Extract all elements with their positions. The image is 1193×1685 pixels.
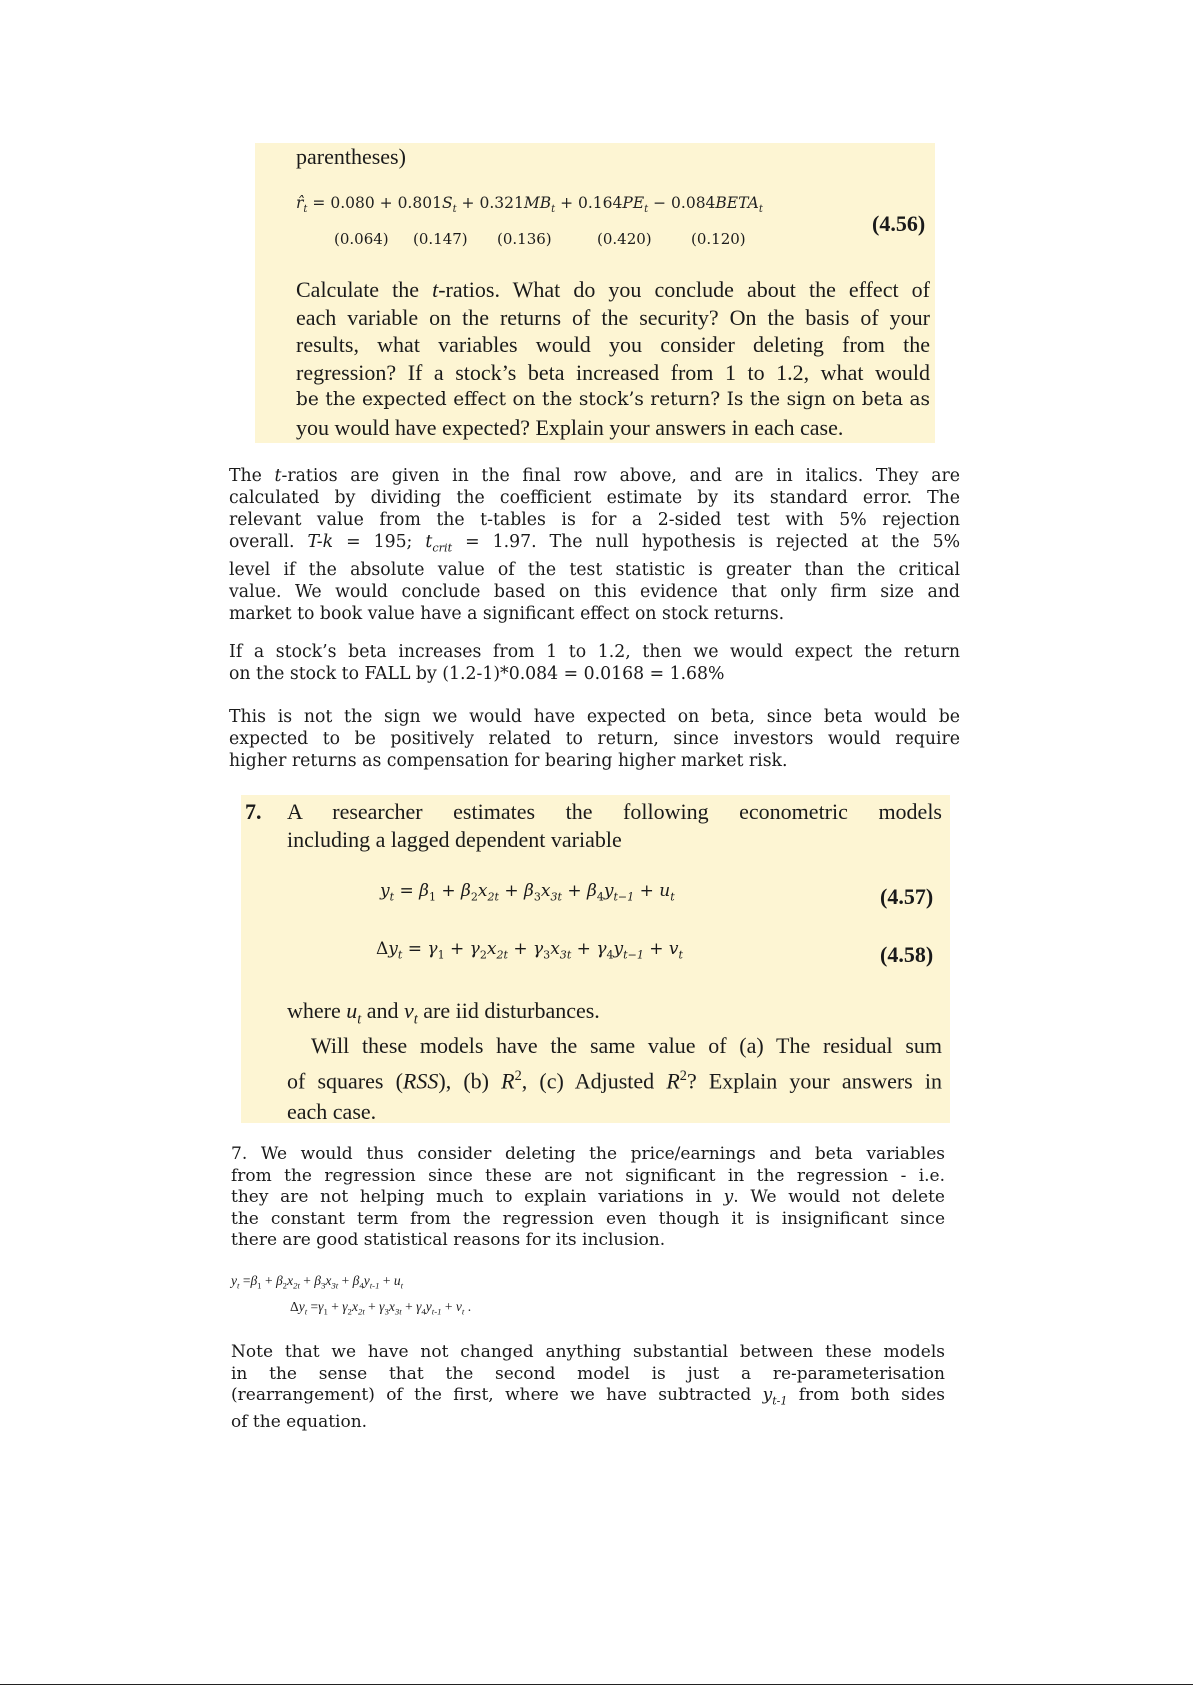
se-beta: (0.120): [691, 230, 746, 248]
box1-question-line: each variable on the returns of the security? On the basis of your: [296, 304, 930, 330]
answer-line: market to book value have a significant effect on stock returns.: [229, 604, 785, 625]
answer-beta-sign: [229, 706, 960, 772]
box2-question: [287, 1030, 942, 1127]
equation-number-4-57: (4.57): [880, 884, 934, 909]
answer-line: the constant term from the regression even though it is insignificant since: [231, 1208, 945, 1229]
se-mb: (0.136): [497, 230, 552, 248]
answer-line: there are good statistical reasons for its inclusion.: [231, 1230, 666, 1250]
regression-equation-4-56: $r̂_t = 0.080 + 0.801S_t + 0.321MB_t + 0.164PE_t$ − $0.084BETA_t$: [296, 194, 763, 216]
where-clause: where $u_t$ and $v_t$ are iid disturbances.: [287, 998, 600, 1028]
answer-line: value. We would conclude based on this evidence that only firm size and: [229, 582, 960, 603]
box2-question-line: each case.: [287, 1099, 377, 1125]
box1-question-line: you would have expected? Explain your answers in each case.: [296, 414, 844, 440]
box2-intro-line: A researcher estimates the following econometric models: [287, 799, 942, 824]
small-equation-1: $y_t =\beta_1 + \beta_2x_{2t} + \beta_3x_{3t} + \beta_4y_{t-1} + u_t$: [231, 1273, 404, 1291]
box1-question-line: Calculate the t-ratios. What do you conclude about the effect of: [296, 277, 930, 302]
se-constant: (0.064): [334, 230, 389, 248]
box2-intro: [287, 798, 942, 853]
box2-question-line: of squares (RSS), (b) $R^2$, (c) Adjusted $R^2$? Explain your answers in: [287, 1068, 942, 1094]
answer-t-ratios: [229, 465, 960, 625]
answer-line: expected to be positively related to return, since investors would require: [229, 729, 960, 749]
answer-line: overall. T-k = 195; $t_{crit} = 1.97$. The null hypothesis is rejected at the 5%: [229, 532, 960, 555]
equation-4-57: $y_t = \beta_1 + \beta_2x_{2t} + \beta_3x_{3t} + \beta_4y_{t-1} + u_t$: [380, 881, 675, 904]
box1-heading: parentheses): [296, 144, 406, 169]
box1-question-line: be the expected effect on the stock’s return? Is the sign on beta as: [296, 389, 930, 410]
answer-line: If a stock’s beta increases from 1 to 1.2, then we would expect the return: [229, 642, 960, 662]
answer-line: of the equation.: [231, 1411, 368, 1432]
box2-question-line: Will these models have the same value of (a) The residual sum: [311, 1033, 942, 1058]
answer-line: higher returns as compensation for bearing higher market risk.: [229, 751, 788, 771]
answer-line: (rearrangement) of the first, where we have subtracted $y_{t-1}$ from both sides: [231, 1385, 945, 1408]
box1-question-line: results, what variables would you consider deleting from the: [296, 332, 930, 357]
se-size: (0.147): [413, 230, 468, 248]
answer-line: calculated by dividing the coefficient estimate by its standard error. The: [229, 488, 960, 508]
equation-4-58: $\Delta y_t = \gamma_1 + \gamma_2x_{2t} + \gamma_3x_{3t} + \gamma_4y_{t-1} + v_t$: [376, 939, 683, 962]
answer-line: from the regression since these are not significant in the regression - i.e.: [231, 1165, 945, 1186]
answer-line: they are not helping much to explain variations in y. We would not delete: [231, 1187, 945, 1207]
equation-number-4-58: (4.58): [880, 942, 934, 967]
answer-line: on the stock to FALL by (1.2-1)*0.084 = 0.0168 = 1.68%: [229, 664, 725, 684]
answer-line: The t-ratios are given in the final row above, and are in italics. They are: [229, 466, 960, 486]
answer-line: 7. We would thus consider deleting the price/earnings and beta variables: [231, 1144, 945, 1164]
box1-question: [296, 276, 930, 441]
se-pe: (0.420): [597, 230, 652, 248]
answer-line: in the sense that the second model is just a re-parameterisation: [231, 1363, 945, 1384]
answer-line: level if the absolute value of the test statistic is greater than the critical: [229, 560, 960, 581]
box1-question-line: regression? If a stock’s beta increased from 1 to 1.2, what would: [296, 359, 930, 385]
answer-reparameterisation: [231, 1342, 945, 1433]
equation-number-4-56: (4.56): [872, 211, 926, 236]
small-equation-2: $\Delta y_t =\gamma_1 + \gamma_2x_{2t} + \gamma_3x_{3t} + \gamma_4y_{t-1} + v_t$ .: [290, 1299, 472, 1317]
answer-line: Note that we have not changed anything substantial between these models: [231, 1342, 945, 1362]
answer-beta-effect: [229, 641, 960, 685]
answer-line: This is not the sign we would have expected on beta, since beta would be: [229, 707, 960, 727]
answer-line: relevant value from the t-tables is for a 2-sided test with 5% rejection: [229, 510, 960, 530]
question-number: 7.: [245, 799, 262, 824]
box2-intro-line: including a lagged dependent variable: [287, 826, 622, 852]
answer-deleting-variables: [231, 1144, 945, 1252]
